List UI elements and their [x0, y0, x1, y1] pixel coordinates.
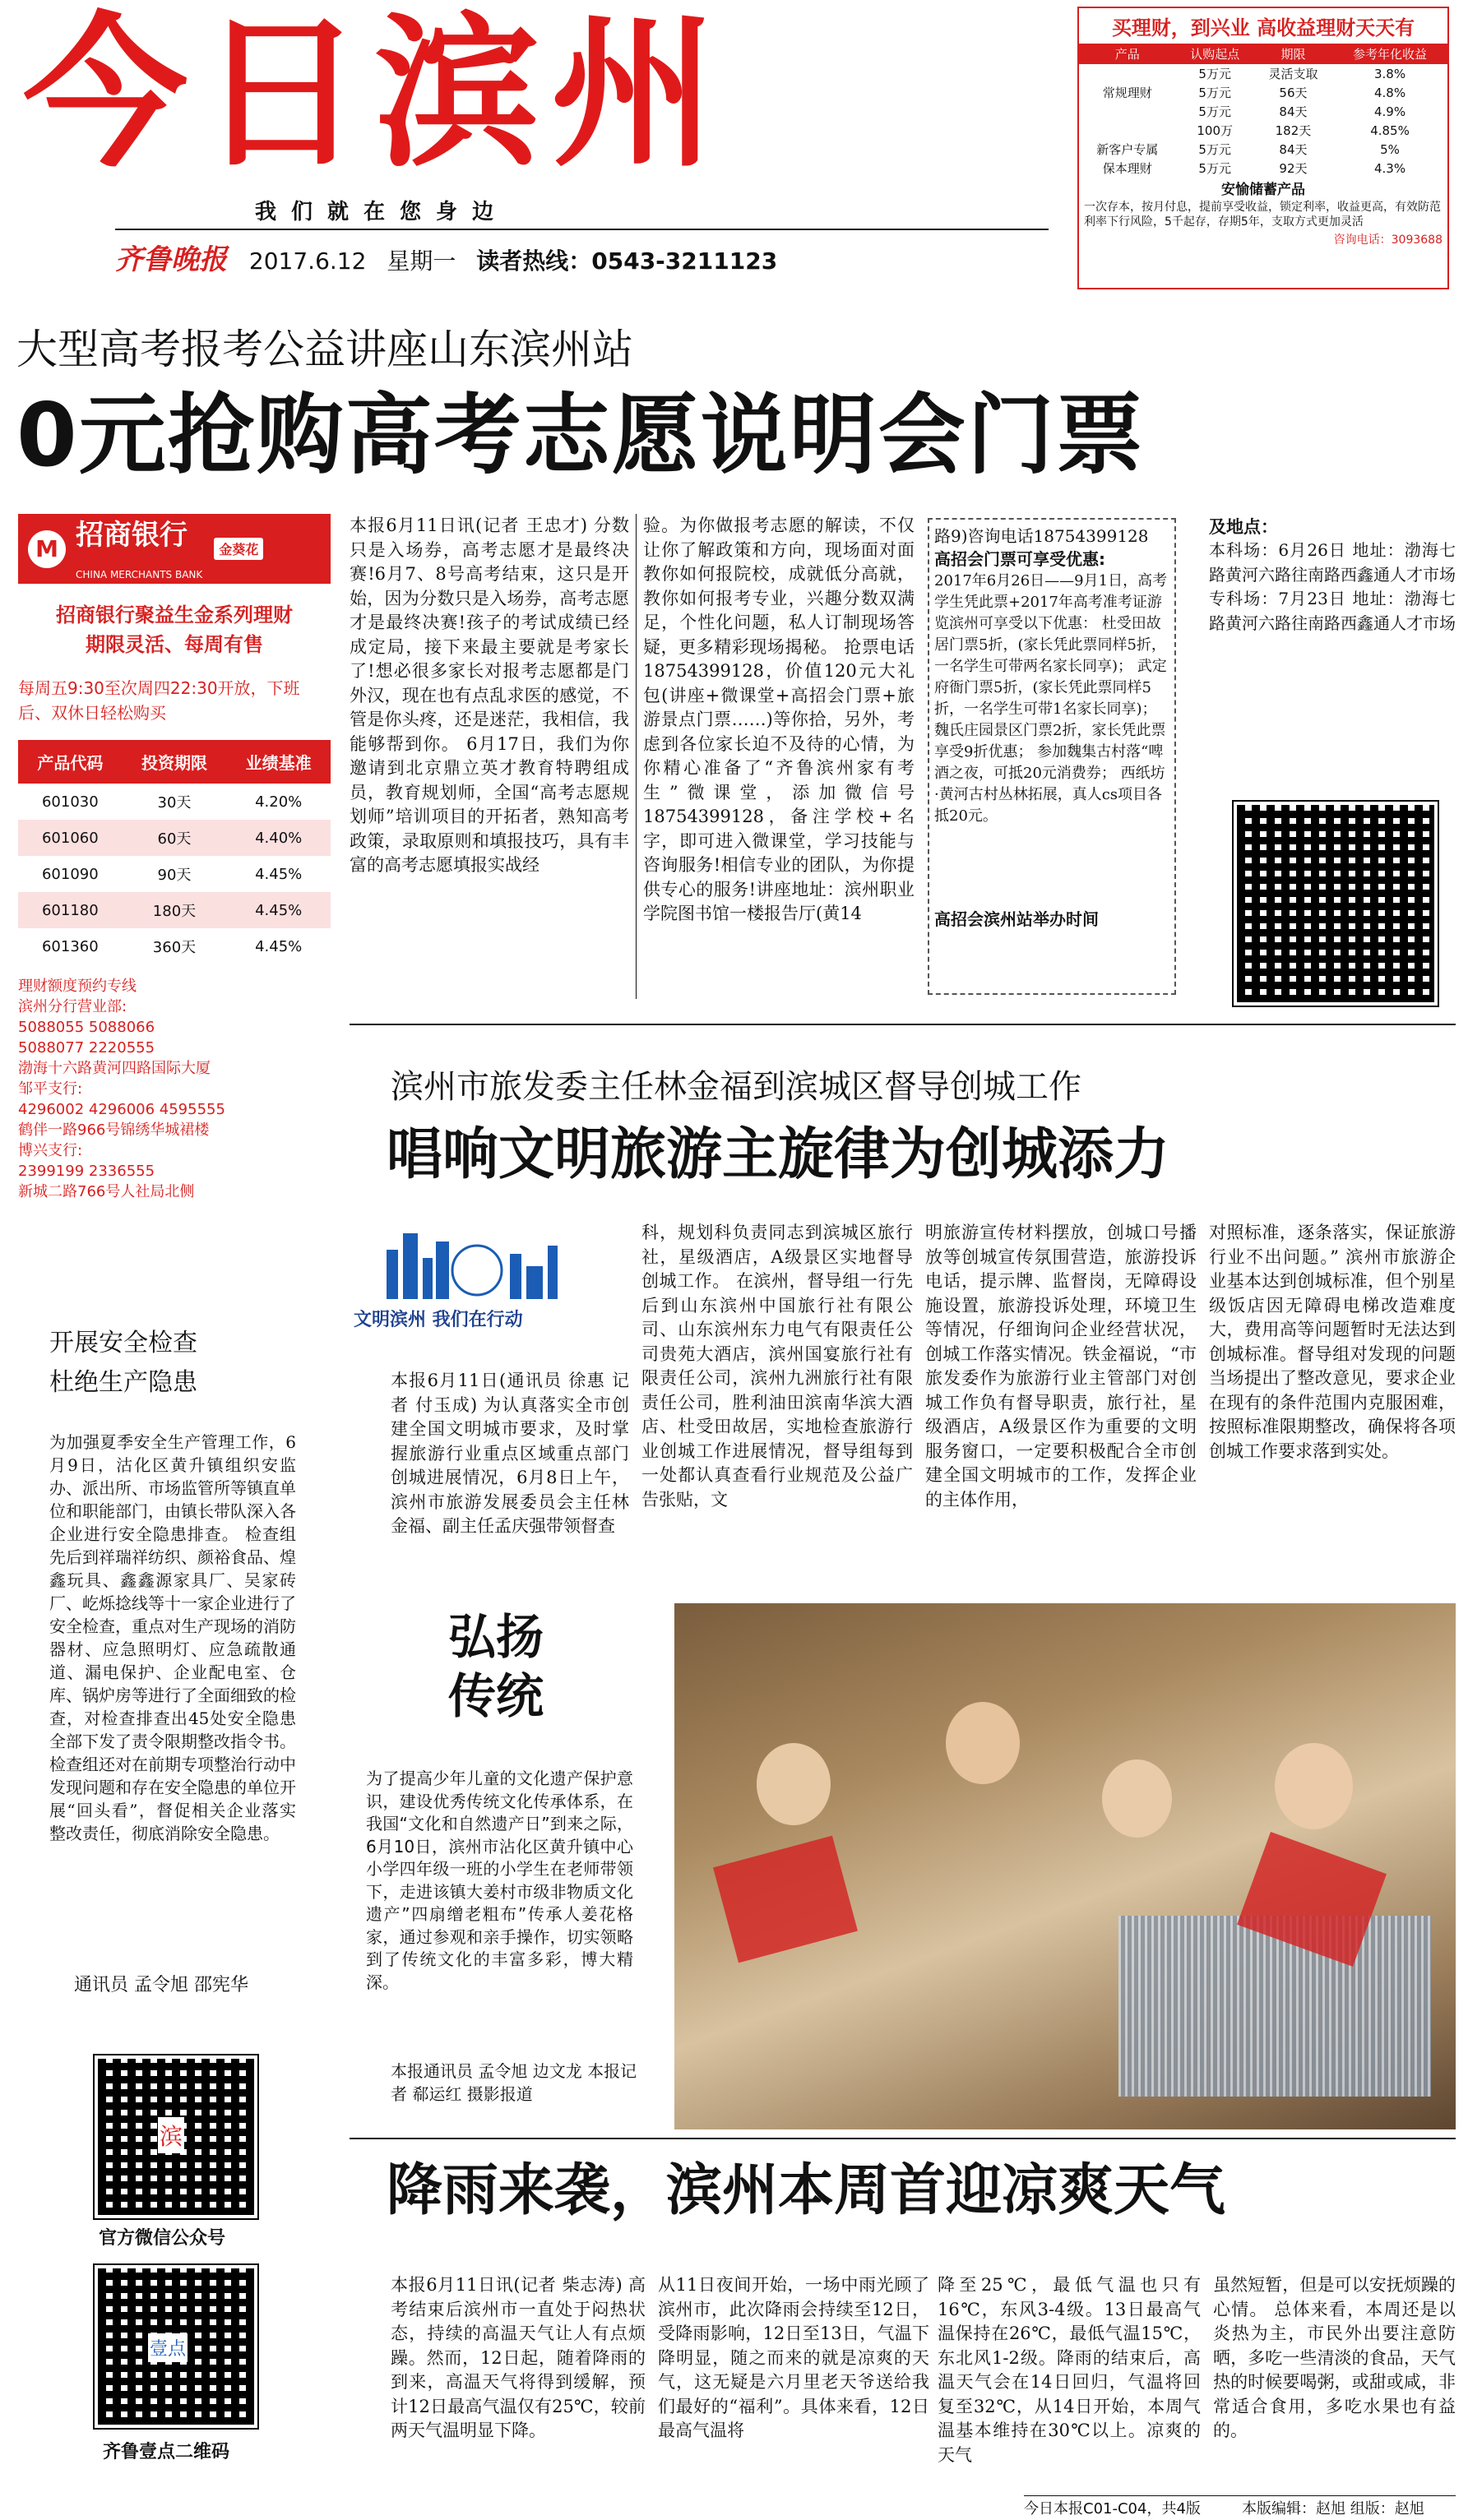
finance-cell: 4.8% — [1373, 85, 1406, 100]
finance-cell — [1079, 121, 1176, 140]
tourism-kicker: 滨州市旅发委主任林金福到滨城区督导创城工作 — [391, 1068, 1081, 1106]
top-story-kicker: 大型高考报考公益讲座山东滨州站 — [16, 326, 633, 373]
finance-row — [1079, 83, 1447, 102]
bank-tag: 金葵花 — [214, 538, 263, 560]
finance-cell: 5万元 — [1198, 104, 1231, 119]
bank-row — [18, 784, 331, 820]
bank-name-en: CHINA MERCHANTS BANK — [76, 569, 203, 580]
finance-table — [1079, 44, 1447, 178]
coupon-title: 高招会门票可享受优惠: — [934, 549, 1105, 569]
bank-cell: 601030 — [41, 793, 99, 811]
qr-center-mark: 滨 — [158, 2117, 184, 2153]
finance-phone-label: 咨询电话： — [1333, 234, 1392, 247]
bank-header — [18, 514, 331, 584]
finance-ad-title: 买理财，到兴业 高收益理财天天有 — [1111, 16, 1415, 39]
bank-contact: 理财额度预约专线 滨州分行营业部: 5088055 5088066 5088077 2220555 渤海十六路黄河四路国际大厦 邹平支行: 4296002 4296006 4595555 鹤伴一路966号锦绣华城裙楼 博兴支行: 2399199 2336555 新城二路766号人社局北侧 — [18, 978, 225, 1200]
bank-cell: 601060 — [18, 820, 123, 856]
finance-phone — [1079, 231, 1447, 249]
finance-phone-number: 3093688 — [1391, 234, 1443, 247]
bank-cell: 601090 — [41, 865, 99, 883]
bank-title — [18, 600, 331, 659]
issue-date: 2017.6.12 — [248, 247, 367, 275]
finance-header-0: 产品 — [1079, 44, 1176, 64]
finance-cell: 5万元 — [1198, 86, 1231, 100]
footer-left: 今日本报C01-C04，共4版 — [1024, 2500, 1201, 2518]
tourism-col2: 科，规划科负责同志到滨城区旅行社，星级酒店，A级景区实地督导创城工作。 在滨州，督导组一行先后到山东滨州中国旅行社有限公司、山东滨州东力电气有限责任公司贵苑大酒店，滨州国宴旅行社有限责任公司，滨州九洲旅行社有限责任公司，胜利油田滨南华滨大酒店、杜受田故居，实地检查旅游行业创城工作进展情况，督导组每到一处都认真查看行业规范及公益广告张贴，文 — [641, 1223, 913, 1510]
bank-ad — [18, 514, 331, 1250]
photo-figure — [1102, 1759, 1172, 1838]
safety-title — [49, 1324, 197, 1403]
weather-col4: 虽然短暂，但是可以安抚烦躁的心情。 总体来看，本周还是以炎热为主，市民外出要注意防晒，多吃一些清淡的食品，天气热的时候要喝粥，或甜或咸，非常适合食用，多吃水果也有益的。 — [1213, 2275, 1456, 2440]
finance-cell: 182天 — [1275, 123, 1312, 138]
finance-cell: 84天 — [1279, 104, 1308, 119]
weekday: 星期一 — [387, 247, 456, 275]
heritage-headline — [448, 1607, 544, 1726]
coupon-end: 高招会滨州站举办时间 — [934, 909, 1099, 929]
masthead-slogan: 我们就在您身边 — [255, 200, 509, 224]
tourism-badge — [354, 1225, 625, 1332]
finance-header-2: 期限 — [1254, 44, 1332, 64]
heritage-body: 为了提高少年儿童的文化遗产保护意识，建设优秀传统文化传承体系，在我国“文化和自然遗产日”到来之际，6月10日，滨州市沾化区黄升镇中心小学四年级一班的小学生在老师带领下，走进该镇大姜村市级非物质文化遗产”四扇缯老粗布”传承人姜花格家，通过参观和亲手操作，切实领略到了传统文化的丰富多彩，博大精深。 — [366, 1769, 633, 1992]
loom — [1118, 1916, 1431, 2097]
weather-headline: 降雨来袭，滨州本周首迎凉爽天气 — [387, 2158, 1226, 2223]
finance-cell: 新客户专属 — [1096, 142, 1159, 157]
finance-row — [1079, 121, 1447, 140]
finance-cell: 84天 — [1279, 142, 1308, 157]
heritage-headline-2: 传统 — [448, 1668, 544, 1724]
finance-cell: 常规理财 — [1102, 86, 1152, 100]
badge-text: 文明滨州 我们在行动 — [354, 1310, 523, 1330]
safety-title-2: 杜绝生产隐患 — [49, 1368, 197, 1397]
coupon-box — [928, 518, 1176, 995]
bank-header-2: 业绩基准 — [226, 740, 331, 784]
red-scarf — [713, 1836, 858, 1963]
bank-cell: 4.40% — [226, 820, 331, 856]
finance-cell — [1079, 102, 1176, 121]
qr-code-top — [1234, 802, 1438, 1006]
finance-row — [1079, 159, 1447, 178]
bank-row — [18, 928, 331, 964]
weather-col2: 从11日夜间开始，一场中雨光顾了滨州市，此次降雨会持续至12日，受降雨影响，12日至13日，气温下降明显，随之而来的就是凉爽的天气，这无疑是六月里老天爷送给我们最好的“福利”。具体来看，12日最高气温将 — [658, 2275, 929, 2440]
weather-col1: 本报6月11日讯(记者 柴志涛) 高考结束后滨州市一直处于闷热状态，持续的高温天气让人有点烦躁。然而，12日起，随着降雨的到来，高温天气将得到缓解，预计12日最高气温仅有25℃，较前两天气温明显下降。 — [391, 2275, 646, 2440]
masthead-title: 今日滨州 — [23, 0, 728, 190]
bank-cell: 30天 — [157, 794, 192, 811]
finance-cell: 保本理财 — [1102, 161, 1152, 176]
section-rule — [350, 1024, 1456, 1025]
bank-cell: 60天 — [123, 820, 227, 856]
finance-cell — [1079, 64, 1176, 83]
finance-cell: 5万元 — [1198, 142, 1231, 157]
bank-title-1: 招商银行聚益生金系列理财 — [56, 603, 293, 627]
footer-rule — [1024, 2495, 1456, 2496]
photo-figure — [1275, 1743, 1353, 1829]
weather-col3: 降至25℃，最低气温也只有16℃，东风3-4级。13日最高气温保持在26℃，最低气温15℃，东北风1-2级。降雨的结束后，高温天气会在14日回归，气温将回复至32℃，从14日开始，本周气温基本维持在30℃以上。凉爽的天气 — [938, 2275, 1201, 2465]
brand-logo: 齐鲁晚报 — [115, 243, 227, 276]
bank-cell: 601180 — [18, 892, 123, 928]
footer-right: 本版编辑：赵旭 组版：赵旭 — [1242, 2500, 1424, 2518]
safety-byline: 通讯员 孟令旭 邵宪华 — [74, 1975, 248, 1995]
section-rule-2 — [350, 2138, 1456, 2139]
heritage-headline-1: 弘扬 — [448, 1609, 544, 1665]
bank-cell: 4.45% — [255, 937, 303, 955]
bank-cell: 90天 — [157, 867, 192, 884]
coupon-body: 2017年6月26日——9月1日，高考学生凭此票+2017年高考准考证游览滨州可享受以下优惠： 杜受田故居门票5折，(家长凭此票同样5折，一名学生可带两名家长同享)； 武定府衙门票5折，(家长凭此票同样5折，一名学生可带1名家长同享)； 魏氏庄园景区门票2折，家长凭此票享受9折优惠； 参加魏集古村落“啤酒之夜，可抵20元消费券； 西纸坊·黄河古村丛林拓展，真人cs项目各抵20元。 — [934, 572, 1168, 825]
finance-cell: 5万元 — [1198, 161, 1231, 176]
col-divider — [636, 514, 637, 999]
finance-cell: 3.8% — [1373, 66, 1406, 81]
finance-foot: 一次存本，按月付息，提前享受收益，锁定利率，收益更高，有效防范利率下行风险，5千起存，存期5年，支取方式更加灵活 — [1084, 201, 1441, 229]
bank-cell: 4.20% — [255, 793, 303, 811]
bank-header-1: 投资期限 — [123, 740, 227, 784]
bank-title-2: 期限灵活、每周有售 — [86, 633, 263, 656]
finance-cell: 5% — [1380, 141, 1400, 157]
photo-figure — [946, 1702, 1020, 1784]
finance-cell: 92天 — [1279, 161, 1308, 176]
bank-cell: 4.45% — [226, 892, 331, 928]
bank-row — [18, 856, 331, 892]
tourism-headline: 唱响文明旅游主旋律为创城添力 — [387, 1122, 1170, 1187]
reader-hotline: 读者热线：0543-3211123 — [476, 247, 778, 275]
finance-cell: 100万 — [1197, 123, 1234, 138]
finance-cell: 4.3% — [1373, 160, 1406, 176]
heritage-byline: 本报通讯员 孟令旭 边文龙 本报记者 郗运红 摄影报道 — [391, 2061, 637, 2104]
tourism-col4: 对照标准，逐条落实，保证旅游行业不出问题。” 滨州市旅游企业基本达到创城标准，但个别星级饭店因无障碍电梯改造难度大，费用高等问题暂时无法达到创城标准。督导组对发现的问题当场提出了整改意见，要求企业在现有的条件范围内克服困难，按照标准限期整改，确保将各项创城工作要求落到实处。 — [1209, 1223, 1456, 1461]
finance-header-1: 认购起点 — [1176, 44, 1254, 64]
photo-figure — [757, 1743, 831, 1825]
bank-cell: 360天 — [152, 939, 197, 956]
finance-header-3: 参考年化收益 — [1332, 44, 1447, 64]
bank-row — [18, 892, 331, 928]
finance-row — [1079, 64, 1447, 83]
finance-cell: 5万元 — [1198, 67, 1231, 81]
bank-table — [18, 740, 331, 964]
finance-cell: 4.85% — [1370, 123, 1410, 138]
finance-sub: 安愉储蓄产品 — [1221, 182, 1305, 198]
finance-row — [1079, 140, 1447, 159]
finance-cell: 灵活支取 — [1268, 67, 1318, 81]
coupon-phone: 路9)咨询电话18754399128 — [934, 526, 1149, 546]
finance-ad — [1077, 7, 1449, 289]
qr-caption-official: 官方微信公众号 — [99, 2228, 226, 2249]
bank-logo-icon: M — [28, 530, 66, 568]
weaving-photo — [674, 1603, 1456, 2129]
bank-row — [18, 820, 331, 856]
tourism-col1: 本报6月11日(通讯员 徐惠 记者 付玉成) 为认真落实全市创建全国文明城市要求，及时掌握旅游行业重点区域重点部门创城进展情况，6月8日上午，滨州市旅游发展委员会主任林金福、副主任孟庆强带领督查 — [391, 1371, 629, 1536]
masthead-rule — [115, 229, 1049, 230]
bank-name: 招商银行 — [76, 519, 188, 552]
bank-cell: 180天 — [123, 892, 227, 928]
top-story-col1: 本报6月11日讯(记者 王忠才) 分数只是入场券，高考志愿才是最终决赛!6月7、8号高考结束，这只是开始，因为分数只是入场券，高考志愿才是最终决赛!孩子的考试成绩已经成定局，接下来最主要就是考家长了!想必很多家长对报考志愿都是门外汉，现在也有点乱求医的感觉，不管是你头疼，还是迷茫，我相信，我能够帮到你。 6月17日，我们为你邀请到北京鼎立英才教育特聘组成员，教育规划师，全国“高考志愿规划师”培训项目的开拓者，熟知高考政策，录取原则和填报技巧，具有丰富的高考志愿填报实战经 — [350, 516, 629, 875]
bank-hours: 每周五9:30至次周四22:30开放，下班后、双休日轻松购买 — [18, 678, 300, 723]
dateline — [115, 237, 777, 277]
bank-cell: 4.45% — [255, 865, 303, 883]
bank-header-0: 产品代码 — [18, 740, 123, 784]
bank-cell: 601360 — [41, 937, 99, 955]
safety-title-1: 开展安全检查 — [49, 1329, 197, 1357]
venue-title: 及地点： — [1209, 517, 1278, 537]
qr-center-mark-2: 壹点 — [148, 2333, 188, 2362]
finance-cell: 56天 — [1279, 86, 1308, 100]
top-story-headline: 0元抢购高考志愿说明会门票 — [16, 385, 1145, 486]
finance-cell: 4.9% — [1373, 104, 1406, 119]
top-story-col2: 验。为你做报考志愿的解读，不仅让你了解政策和方向，现场面对面教你如何报院校，成就低分高就，教你如何报考专业，兴趣分数双满足，个性化问题，私人订制现场答疑，更多精彩现场揭秘。 抢票电话18754399128，价值120元大礼包(讲座+微课堂+高招会门票+旅游景点门票……)等你拾，另外，考虑到各位家长迫不及待的心情，为你精心准备了“齐鲁滨州家有考生”微课堂，添加微信号18754399128，备注学校+名字，即可进入微课堂，学习技能与咨询服务!相信专业的团队，为你提供专心的服务!讲座地址：滨州职业学院图书馆一楼报告厅(黄14 — [643, 516, 915, 923]
finance-row — [1079, 102, 1447, 121]
safety-body: 为加强夏季安全生产管理工作，6月9日，沽化区黄升镇组织安监办、派出所、市场监管所等镇直单位和职能部门，由镇长带队深入各企业进行安全隐患排查。 检查组先后到祥瑞祥纺织、颜裕食品、煌鑫玩具、鑫鑫源家具厂、吴家砖厂、屹烁捻线等十一家企业进行了安全检查，重点对生产现场的消防器材、应急照明灯、应急疏散通道、漏电保护、企业配电室、仓库、锅炉房等进行了全面细致的检查，对检查排查出45处安全隐患全部下发了责令限期整改指令书。检查组还对在前期专项整治行动中发现问题和存在安全隐患的单位开展“回头看”，督促相关企业落实整改责任，彻底消除安全隐患。 — [49, 1432, 296, 1843]
venue-body: 本科场：6月26日 地址：渤海七路黄河六路往南路西鑫通人才市场 专科场：7月23日 地址：渤海七路黄河六路往南路西鑫通人才市场 — [1209, 540, 1456, 633]
tourism-col3: 明旅游宣传材料摆放，创城口号播放等创城宣传氛围营造，旅游投诉电话，提示牌、监督岗，无障碍设施设置，旅游投诉处理，环境卫生等情况，仔细询问企业经营状况，创城工作落实情况。铁金福说，“市旅发委作为旅游行业主管部门对创城工作负有督导职责，旅行社，星级酒店，A级景区作为重要的文明服务窗口，一定要积极配合全市创建全国文明城市的工作，发挥企业的主体作用， — [925, 1223, 1197, 1510]
qr-caption-qilu: 齐鲁壹点二维码 — [103, 2442, 230, 2462]
